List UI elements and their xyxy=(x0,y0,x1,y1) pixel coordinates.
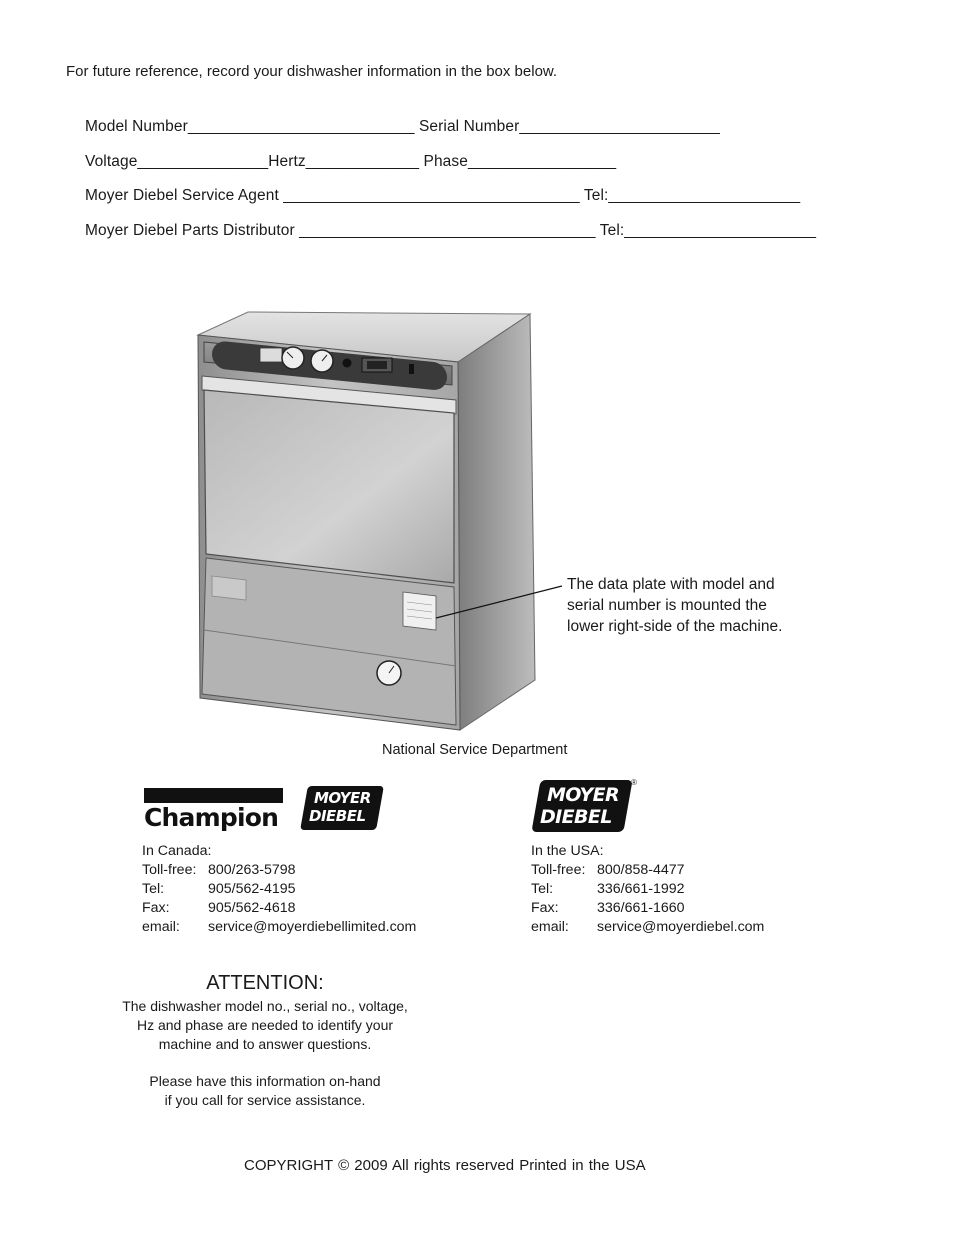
intro-text: For future reference, record your dishwasher information in the box below. xyxy=(66,63,558,80)
canada-contact xyxy=(142,842,416,937)
national-service-heading: National Service Department xyxy=(382,742,568,758)
champion-logo xyxy=(144,788,284,836)
callout-line: The data plate with model and xyxy=(567,576,775,593)
contact-row xyxy=(142,861,416,880)
contact-row xyxy=(531,880,764,899)
contact-value: 336/661-1660 xyxy=(597,900,685,916)
attention-line: Hz and phase are needed to identify your xyxy=(136,1017,394,1033)
attention-line: Please have this information on-hand xyxy=(149,1073,381,1089)
contact-row xyxy=(531,861,764,880)
usa-heading: In the USA: xyxy=(531,843,604,859)
voltage-hertz-phase-line: Voltage_______________Hertz_____________ Phase_________________ xyxy=(85,153,617,170)
parts-distributor-line: Moyer Diebel Parts Distributor __________________________________ Tel:______________________ xyxy=(85,222,817,239)
contact-label: Tel: xyxy=(142,881,165,897)
moyer-diebel-logo-canada xyxy=(304,786,382,830)
model-serial-line: Model Number__________________________ Serial Number_______________________ xyxy=(85,118,720,135)
contact-label: Toll-free: xyxy=(142,862,197,878)
contact-label: email: xyxy=(142,919,180,935)
contact-row xyxy=(531,899,764,918)
registered-mark: ® xyxy=(631,778,637,787)
logo-text-moyer: MOYER xyxy=(547,784,620,806)
callout-line: serial number is mounted the xyxy=(567,597,767,614)
contact-label: Tel: xyxy=(531,881,554,897)
contact-value: 905/562-4618 xyxy=(208,900,296,916)
usa-contact xyxy=(531,842,764,937)
contact-label: Fax: xyxy=(142,900,170,916)
attention-title: ATTENTION: xyxy=(206,972,324,994)
moyer-diebel-logo-usa xyxy=(534,780,638,834)
dishwasher-illustration xyxy=(190,300,570,740)
logo-text-diebel: DIEBEL xyxy=(540,806,612,828)
contact-label: Toll-free: xyxy=(531,862,586,878)
contact-label: Fax: xyxy=(531,900,559,916)
service-agent-line: Moyer Diebel Service Agent __________________________________ Tel:______________________ xyxy=(85,187,801,204)
logo-text-diebel: DIEBEL xyxy=(309,807,366,825)
data-plate-callout xyxy=(567,574,782,637)
contact-row xyxy=(142,918,416,937)
contact-value: 336/661-1992 xyxy=(597,881,685,897)
contact-label: email: xyxy=(531,919,569,935)
attention-line: The dishwasher model no., serial no., voltage, xyxy=(122,998,408,1014)
canada-heading: In Canada: xyxy=(142,843,212,859)
contact-email[interactable]: service@moyerdiebel.com xyxy=(597,919,765,935)
copyright-footer: COPYRIGHT © 2009 All rights reserved Printed in the USA xyxy=(244,1157,646,1174)
attention-line: machine and to answer questions. xyxy=(158,1036,372,1052)
logo-text-moyer: MOYER xyxy=(314,789,371,807)
contact-row xyxy=(142,880,416,899)
contact-value: 800/858-4477 xyxy=(597,862,685,878)
champion-wordmark: Champion xyxy=(144,803,279,832)
contact-email[interactable]: service@moyerdiebellimited.com xyxy=(208,919,417,935)
contact-value: 800/263-5798 xyxy=(208,862,296,878)
attention-line: if you call for service assistance. xyxy=(164,1092,366,1108)
contact-value: 905/562-4195 xyxy=(208,881,296,897)
contact-row xyxy=(142,899,416,918)
callout-line: lower right-side of the machine. xyxy=(567,618,783,635)
contact-row xyxy=(531,918,764,937)
